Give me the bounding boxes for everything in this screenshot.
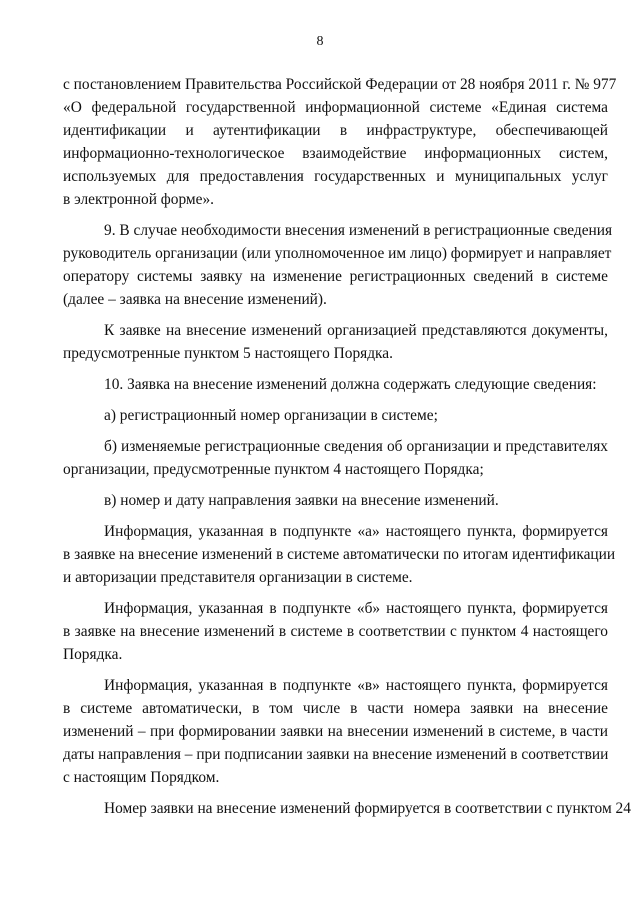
paragraph	[63, 797, 631, 820]
text-line: а) регистрационный номер организации в системе;	[104, 407, 438, 424]
text-line: используемых для предоставления государственных и муниципальных услуг	[63, 168, 608, 185]
paragraph-gap	[63, 666, 608, 674]
text-line: «О федеральной государственной информационной системе «Единая система	[63, 99, 608, 116]
text-line: оператору системы заявку на изменение регистрационных сведений в системе	[63, 268, 608, 285]
paragraph	[63, 73, 617, 211]
text-line: 9. В случае необходимости внесения изменений в регистрационные сведения	[104, 222, 613, 239]
paragraph-gap	[63, 427, 608, 435]
paragraph-gap	[63, 789, 608, 797]
paragraph-gap	[63, 365, 608, 373]
text-line: б) изменяемые регистрационные сведения об организации и представителях	[104, 438, 608, 455]
text-line: в заявке на внесение изменений в системе в соответствии с пунктом 4 настоящего	[63, 623, 608, 640]
page-number: 8	[316, 34, 324, 49]
paragraph	[63, 674, 608, 789]
paragraph	[63, 319, 608, 365]
text-line: организации, предусмотренные пунктом 4 настоящего Порядка;	[63, 461, 484, 478]
text-line: (далее – заявка на внесение изменений).	[63, 291, 327, 308]
paragraph	[63, 373, 608, 396]
text-line: в системе автоматически, в том числе в части номера заявки на внесение	[63, 700, 608, 717]
text-line: Номер заявки на внесение изменений формируется в соответствии с пунктом 24	[104, 800, 631, 817]
text-line: Информация, указанная в подпункте «в» настоящего пункта, формируется	[104, 677, 608, 694]
text-line: с постановлением Правительства Российской Федерации от 28 ноября 2011 г. № 977	[63, 76, 617, 93]
paragraph-gap	[63, 589, 608, 597]
text-line: 10. Заявка на внесение изменений должна содержать следующие сведения:	[104, 376, 597, 393]
paragraph	[63, 597, 608, 666]
paragraph	[63, 404, 608, 427]
text-line: даты направления – при подписании заявки на внесение изменений в соответствии	[63, 746, 609, 763]
paragraph	[63, 489, 608, 512]
text-line: предусмотренные пунктом 5 настоящего Порядка.	[63, 345, 393, 362]
text-line: в) номер и дату направления заявки на внесение изменений.	[104, 492, 499, 509]
paragraph-gap	[63, 211, 608, 219]
document-body	[63, 73, 631, 820]
text-line: руководитель организации (или уполномоченное им лицо) формирует и направляет	[63, 245, 612, 262]
text-line: в электронной форме».	[63, 191, 215, 208]
paragraph	[63, 435, 608, 481]
text-line: Информация, указанная в подпункте «а» настоящего пункта, формируется	[104, 523, 608, 540]
text-line: и авторизации представителя организации в системе.	[63, 569, 413, 586]
text-line: в заявке на внесение изменений в системе автоматически по итогам идентификации	[63, 546, 616, 563]
paragraph-gap	[63, 512, 608, 520]
text-line: идентификации и аутентификации в инфраструктуре, обеспечивающей	[63, 122, 608, 139]
paragraph	[63, 219, 613, 311]
text-line: с настоящим Порядком.	[63, 769, 220, 786]
text-line: изменений – при формировании заявки на внесении изменений в системе, в части	[63, 723, 608, 740]
text-line: Информация, указанная в подпункте «б» настоящего пункта, формируется	[104, 600, 608, 617]
text-line: информационно-технологическое взаимодействие информационных систем,	[63, 145, 608, 162]
text-line: Порядка.	[63, 646, 123, 663]
paragraph-gap	[63, 311, 608, 319]
paragraph-gap	[63, 481, 608, 489]
paragraph	[63, 520, 616, 589]
text-line: К заявке на внесение изменений организацией представляются документы,	[104, 322, 608, 339]
paragraph-gap	[63, 396, 608, 404]
